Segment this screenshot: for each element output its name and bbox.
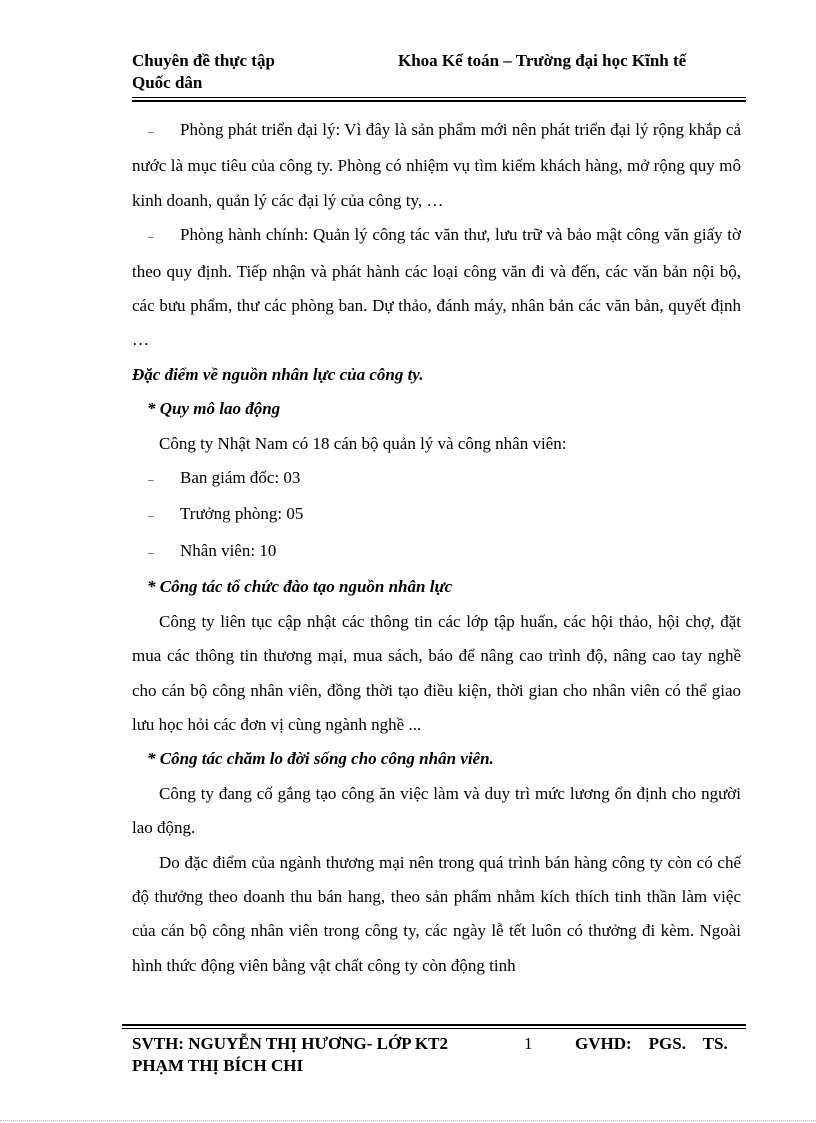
page-bottom-divider <box>0 1120 816 1121</box>
list-item-text: Trưởng phòng: 05 <box>180 504 304 524</box>
subsection-title: * Công tác tổ chức đào tạo nguồn nhân lực <box>147 577 453 597</box>
footer-rule-thin <box>122 1028 746 1029</box>
bullet-text: Phòng hành chính: Quản lý công tác văn thư, lưu trữ và bảo mật công văn giấy tờ theo quy định. Tiếp nhận và phát hành các loại công văn đi và đến, các văn bản nội bộ, các bưu phẩm, thư các phòng ban. Dự thảo, đánh máy, nhân bản các văn bản, quyết định … <box>132 225 741 350</box>
dash-bullet-icon: – <box>148 546 154 559</box>
dash-bullet-icon: – <box>148 231 154 244</box>
list-item <box>132 534 741 570</box>
list-item <box>132 461 741 497</box>
footer-left-line1: SVTH: NGUYỄN THỊ HƯƠNG- LỚP KT2 <box>132 1034 448 1053</box>
header-rule-thick <box>132 100 746 102</box>
footer-right: GVHD: PGS. TS. <box>575 1034 728 1053</box>
header-right: Khoa Kế toán – Trường đại học Kĩnh tế <box>398 51 687 70</box>
header-rule-thin <box>132 97 746 98</box>
paragraph: Do đặc điểm của ngành thương mại nên trong quá trình bán hàng công ty còn có chế độ thưởng theo doanh thu bán hang, theo sản phẩm nhằm kích thích tinh thần làm việc của cán bộ công nhân viên trong công ty, các ngày lễ tết luôn có thưởng đi kèm. Ngoài hình thức động viên bằng vật chất công ty còn động tinh <box>132 852 741 975</box>
dash-bullet-icon: – <box>148 474 154 487</box>
list-item-text: Nhân viên: 10 <box>180 540 277 560</box>
header-left <box>132 50 275 94</box>
subsection-title: * Công tác chăm lo đời sống cho công nhân viên. <box>147 749 494 769</box>
page-number: 1 <box>524 1034 533 1053</box>
subsection-title: * Quy mô lao động <box>147 399 281 419</box>
header-left-line1: Chuyên đề thực tập <box>132 51 275 70</box>
paragraph: Công ty đang cố gắng tạo công ăn việc làm và duy trì mức lương ổn định cho người lao động. <box>132 783 741 838</box>
footer-left <box>132 1033 448 1077</box>
dash-bullet-icon: – <box>148 126 154 138</box>
bullet-text: Phòng phát triển đại lý: Vì đây là sản phẩm mới nên phát triển đại lý rộng khắp cả nước là mục tiêu của công ty. Phòng có nhiệm vụ tìm kiếm khách hàng, mở rộng quy mô kinh doanh, quản lý các đại lý của công ty, … <box>132 120 741 210</box>
paragraph: Công ty liên tục cập nhật các thông tin các lớp tập huấn, các hội thảo, hội chợ, đặt mua các thông tin thương mại, mua sách, báo để nâng cao trình độ, nâng cao tay nghề cho cán bộ công nhân viên, đồng thời tạo điều kiện, thời gian cho nhân viên có thể giao lưu học hỏi các đơn vị cùng ngành nghề ... <box>132 611 741 734</box>
section-title: Đặc điểm về nguồn nhân lực của công ty. <box>132 364 424 384</box>
list-item <box>132 497 741 533</box>
footer-left-line2: PHẠM THỊ BÍCH CHI <box>132 1056 304 1075</box>
bullet-paragraph <box>132 218 741 358</box>
dash-bullet-icon: – <box>148 510 154 523</box>
list-item-text: Ban giám đốc: 03 <box>180 468 301 488</box>
header-left-line2: Quốc dân <box>132 73 203 92</box>
bullet-paragraph <box>132 113 741 218</box>
staff-intro: Công ty Nhật Nam có 18 cán bộ quản lý và công nhân viên: <box>159 433 567 453</box>
footer-rule-thick <box>122 1024 746 1026</box>
page-body <box>132 113 741 983</box>
